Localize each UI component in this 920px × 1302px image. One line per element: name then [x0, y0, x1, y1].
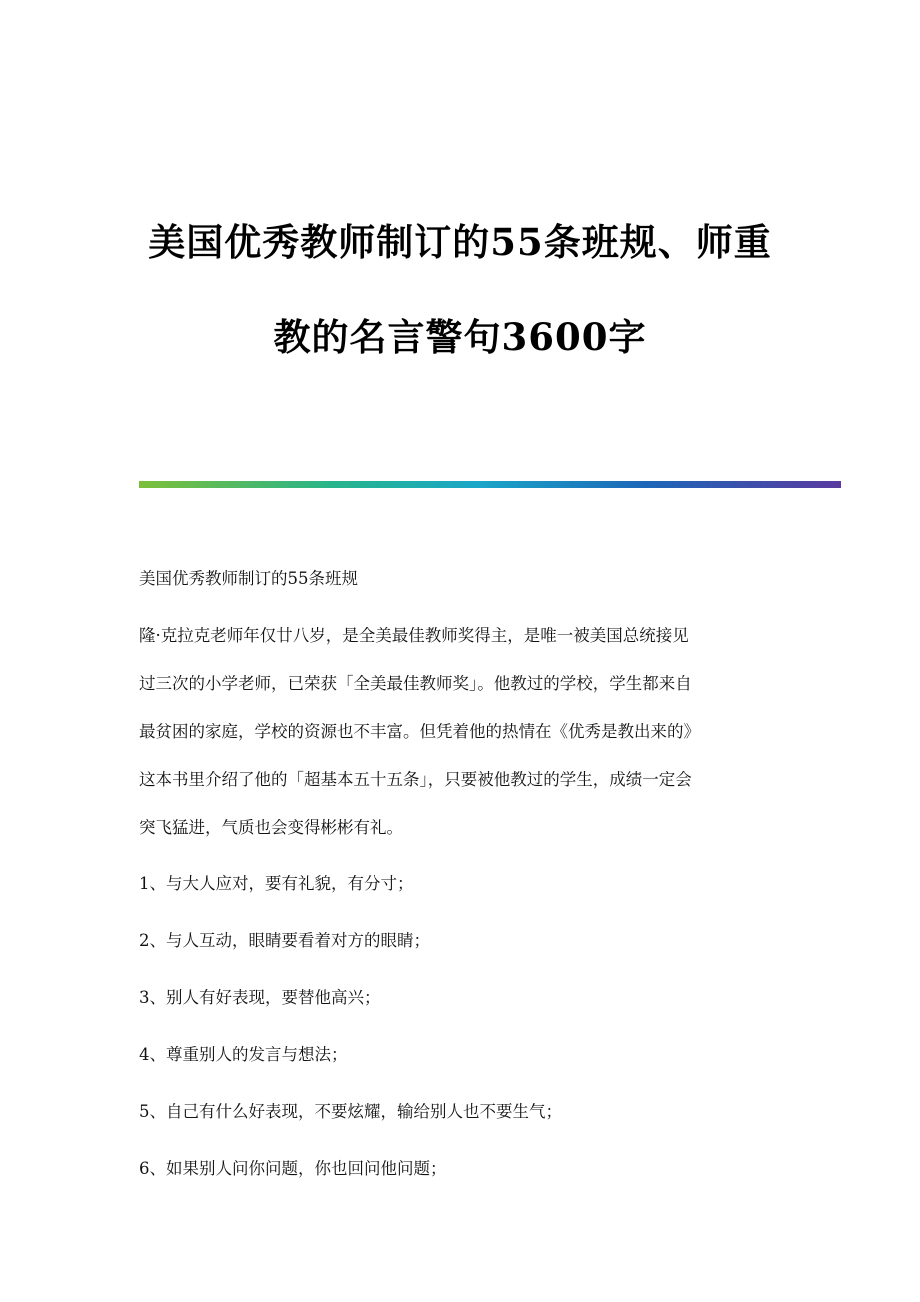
- gradient-divider: [139, 481, 841, 488]
- section-heading: 美国优秀教师制订的55条班规: [139, 569, 358, 588]
- intro-line-2: 过三次的小学老师，已荣获「全美最佳教师奖」。他教过的学校，学生都来自: [139, 674, 692, 693]
- rule-item-6: 6、如果别人问你问题，你也回问他问题；: [139, 1159, 447, 1178]
- page-title-line-1: 美国优秀教师制订的55条班规、师重: [148, 220, 772, 264]
- rule-item-5: 5、自己有什么好表现，不要炫耀，输给别人也不要生气；: [139, 1102, 562, 1121]
- rule-item-3: 3、别人有好表现，要替他高兴；: [139, 988, 381, 1007]
- page-title-line-2: 教的名言警句3600字: [273, 315, 647, 359]
- rule-item-1: 1、与大人应对，要有礼貌，有分寸；: [139, 874, 414, 893]
- intro-line-3: 最贫困的家庭，学校的资源也不丰富。但凭着他的热情在《优秀是教出来的》: [139, 722, 700, 741]
- rule-item-4: 4、尊重别人的发言与想法；: [139, 1045, 348, 1064]
- rule-item-2: 2、与人互动，眼睛要看着对方的眼睛；: [139, 931, 430, 950]
- intro-line-1: 隆·克拉克老师年仅廿八岁，是全美最佳教师奖得主，是唯一被美国总统接见: [139, 626, 689, 645]
- intro-line-5: 突飞猛进，气质也会变得彬彬有礼。: [139, 818, 403, 837]
- intro-line-4: 这本书里介绍了他的「超基本五十五条」，只要被他教过的学生，成绩一定会: [139, 770, 692, 789]
